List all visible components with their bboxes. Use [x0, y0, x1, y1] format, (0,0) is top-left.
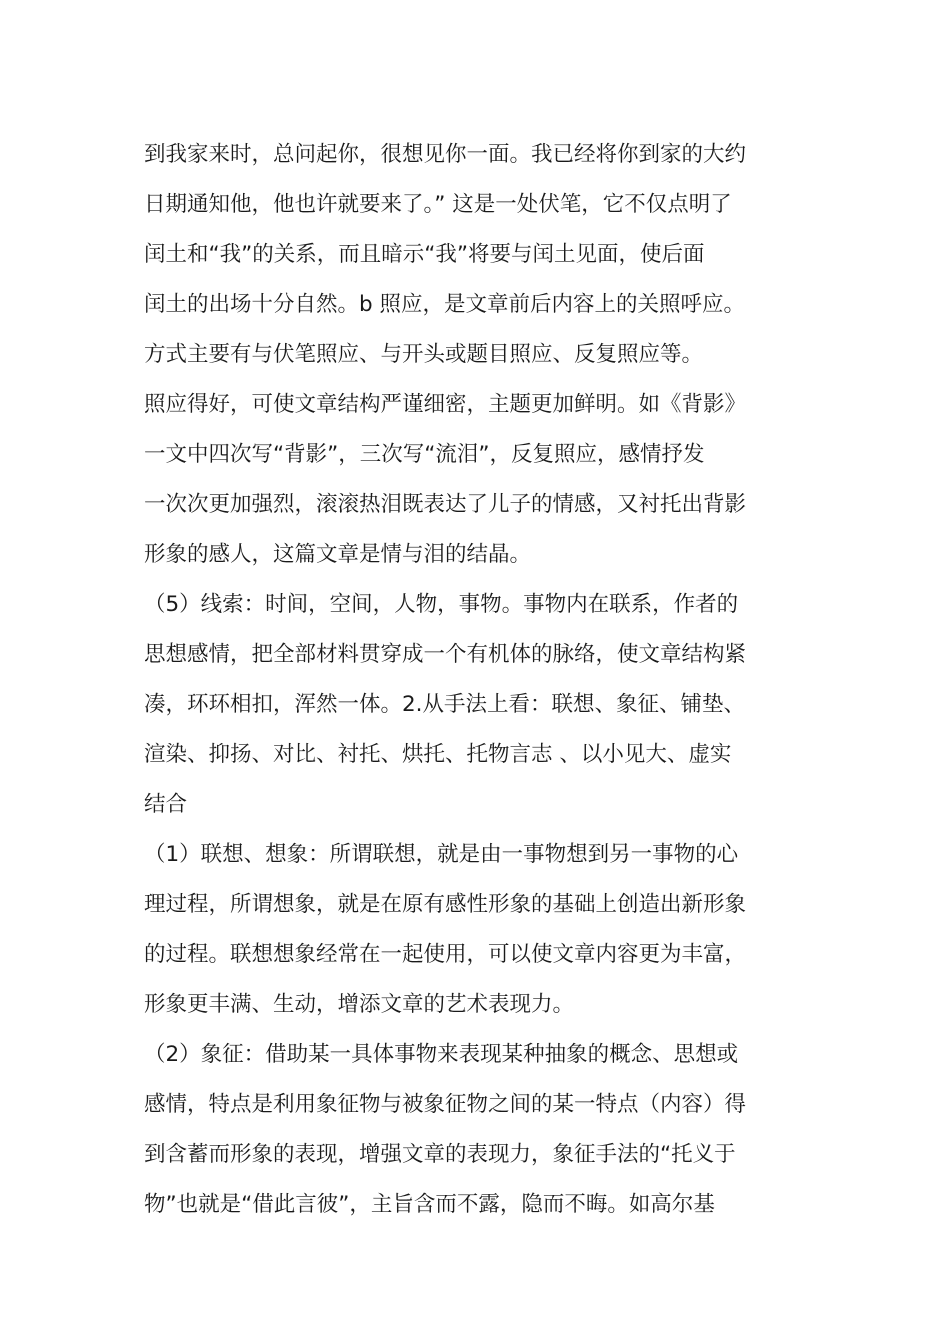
- text-line: 到我家来时，总问起你，很想见你一面。我已经将你到家的大约: [144, 142, 747, 167]
- text-line: 照应得好，可使文章结构严谨细密，主题更加鲜明。如《背影》: [144, 392, 747, 417]
- text-line: 形象更丰满、生动，增添文章的艺术表现力。: [144, 992, 575, 1017]
- text-line: （5）线索：时间，空间，人物，事物。事物内在联系，作者的: [144, 592, 739, 617]
- text-line: 感情，特点是利用象征物与被象征物之间的某一特点（内容）得: [144, 1092, 747, 1117]
- text-line: 凑，环环相扣，浑然一体。2.从手法上看：联想、象征、铺垫、: [144, 692, 746, 717]
- text-line: 理过程，所谓想象，就是在原有感性形象的基础上创造出新形象: [144, 892, 747, 917]
- text-line: 闰土的出场十分自然。b 照应，是文章前后内容上的关照呼应。: [144, 292, 745, 317]
- text-line: （1）联想、想象：所谓联想，就是由一事物想到另一事物的心: [144, 842, 739, 867]
- text-line: 结合: [144, 792, 188, 817]
- text-line: 思想感情，把全部材料贯穿成一个有机体的脉络，使文章结构紧: [144, 642, 747, 667]
- text-line: （2）象征：借助某一具体事物来表现某种抽象的概念、思想或: [144, 1042, 739, 1067]
- text-line: 形象的感人，这篇文章是情与泪的结晶。: [144, 542, 532, 567]
- text-line: 方式主要有与伏笔照应、与开头或题目照应、反复照应等。: [144, 342, 704, 367]
- body-text: [144, 130, 824, 1230]
- text-line: 物”也就是“借此言彼”，主旨含而不露，隐而不晦。如高尔基: [144, 1192, 715, 1217]
- text-line: 一文中四次写“背影”，三次写“流泪”，反复照应，感情抒发: [144, 442, 705, 467]
- text-line: 的过程。联想想象经常在一起使用，可以使文章内容更为丰富，: [144, 942, 747, 967]
- text-line: 日期通知他，他也许就要来了。” 这是一处伏笔，它不仅点明了: [144, 192, 732, 217]
- text-line: 到含蓄而形象的表现，增强文章的表现力，象征手法的“托义于: [144, 1142, 736, 1167]
- text-line: 闰土和“我”的关系，而且暗示“我”将要与闰土见面，使后面: [144, 242, 705, 267]
- text-line: 渲染、抑扬、对比、衬托、烘托、托物言志 、以小见大、虚实: [144, 742, 732, 767]
- text-line: 一次次更加强烈，滚滚热泪既表达了儿子的情感，又衬托出背影: [144, 492, 747, 517]
